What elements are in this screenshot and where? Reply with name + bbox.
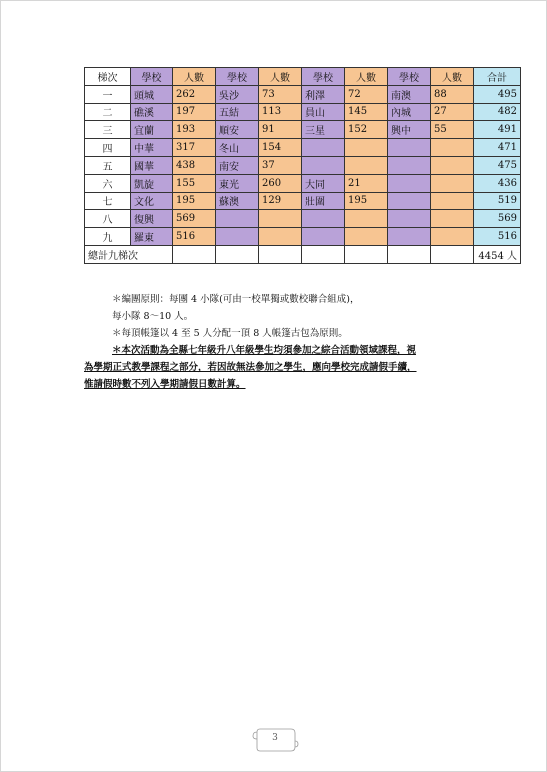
roster-table [84,67,521,264]
table-row [85,103,521,121]
count-cell: 73 [259,85,302,103]
school-cell: 利澤 [302,85,345,103]
page-number: 3 [272,733,278,743]
school-cell [388,192,431,210]
table-row [85,139,521,157]
total-cell: 495 [474,85,521,103]
school-cell: 南安 [216,156,259,174]
school-cell: 五結 [216,103,259,121]
school-cell: 宜蘭 [131,121,173,139]
school-cell: 礁溪 [131,103,173,121]
table-header-row [85,68,521,86]
tier-cell: 六 [85,174,131,192]
summary-total: 4454 人 [474,245,521,263]
tier-cell: 四 [85,139,131,157]
table-row [85,174,521,192]
tier-cell: 七 [85,192,131,210]
school-cell: 復興 [131,210,173,228]
school-cell [388,139,431,157]
school-cell: 羅東 [131,228,173,246]
summary-row [85,245,521,263]
count-cell: 197 [173,103,216,121]
count-cell [345,156,388,174]
tier-cell: 五 [85,156,131,174]
count-cell: 145 [345,103,388,121]
header-total: 合計 [474,68,521,86]
tier-cell: 一 [85,85,131,103]
school-cell: 興中 [388,121,431,139]
blank-cell [216,245,259,263]
count-cell [431,192,474,210]
count-cell: 72 [345,85,388,103]
school-cell [216,210,259,228]
count-cell: 55 [431,121,474,139]
count-cell: 152 [345,121,388,139]
blank-cell [345,245,388,263]
count-cell: 88 [431,85,474,103]
school-cell [302,228,345,246]
notes-section [84,291,524,393]
header-count: 人數 [345,68,388,86]
header-count: 人數 [173,68,216,86]
header-school: 學校 [131,68,173,86]
total-cell: 569 [474,210,521,228]
tier-cell: 三 [85,121,131,139]
school-cell: 員山 [302,103,345,121]
count-cell [259,210,302,228]
school-cell: 蘇澳 [216,192,259,210]
school-cell: 三星 [302,121,345,139]
count-cell [431,210,474,228]
count-cell: 129 [259,192,302,210]
count-cell [345,228,388,246]
school-cell: 南澳 [388,85,431,103]
note-leave-hours: 惟請假時數不列入學期請假日數計算。 [84,379,246,390]
table-row [85,210,521,228]
count-cell [431,174,474,192]
count-cell [431,156,474,174]
count-cell: 262 [173,85,216,103]
count-cell [431,139,474,157]
total-cell: 482 [474,103,521,121]
note-mandatory-course: ＊本次活動為全縣七年級升八年級學生均須參加之綜合活動領域課程，視 [112,345,417,356]
school-cell: 大同 [302,174,345,192]
school-cell: 文化 [131,192,173,210]
count-cell [259,228,302,246]
count-cell: 113 [259,103,302,121]
count-cell: 193 [173,121,216,139]
total-cell: 436 [474,174,521,192]
school-cell [388,174,431,192]
school-cell [302,156,345,174]
count-cell: 317 [173,139,216,157]
header-school: 學校 [216,68,259,86]
total-cell: 519 [474,192,521,210]
total-cell: 516 [474,228,521,246]
note-squad-size: 每小隊 8～10 人。 [112,311,194,322]
header-tier: 梯次 [85,68,131,86]
count-cell [345,210,388,228]
table-row [85,192,521,210]
count-cell [431,228,474,246]
count-cell: 569 [173,210,216,228]
blank-cell [259,245,302,263]
school-cell: 冬山 [216,139,259,157]
tier-cell: 二 [85,103,131,121]
table-row [85,156,521,174]
blank-cell [388,245,431,263]
count-cell: 91 [259,121,302,139]
school-cell: 國華 [131,156,173,174]
total-cell: 475 [474,156,521,174]
total-cell: 491 [474,121,521,139]
blank-cell [302,245,345,263]
school-cell [388,228,431,246]
school-cell: 順安 [216,121,259,139]
count-cell: 260 [259,174,302,192]
header-count: 人數 [431,68,474,86]
table-row [85,85,521,103]
school-cell [216,228,259,246]
page-footer [251,727,299,753]
count-cell: 195 [173,192,216,210]
blank-cell [431,245,474,263]
school-cell: 東光 [216,174,259,192]
school-cell [388,156,431,174]
count-cell [345,139,388,157]
tier-cell: 八 [85,210,131,228]
note-tent-allocation: ＊每頂帳篷以 4 至 5 人分配一頂 8 人帳篷古包為原則。 [112,328,348,339]
count-cell: 27 [431,103,474,121]
school-cell: 頭城 [131,85,173,103]
table-row [85,121,521,139]
summary-label: 總計九梯次 [85,245,173,263]
count-cell: 154 [259,139,302,157]
school-cell [388,210,431,228]
school-cell: 凱旋 [131,174,173,192]
header-school: 學校 [302,68,345,86]
count-cell: 516 [173,228,216,246]
count-cell: 155 [173,174,216,192]
school-cell [302,210,345,228]
school-cell: 中華 [131,139,173,157]
total-cell: 471 [474,139,521,157]
school-cell [302,139,345,157]
tier-cell: 九 [85,228,131,246]
note-leave-procedure: 為學期正式教學課程之部分，若因故無法參加之學生，應向學校完成請假手續， [84,362,417,373]
note-grouping-principle: ＊編團原則：每團 4 小隊(可由一校單獨或數校聯合組成)， [112,294,360,305]
school-cell: 內城 [388,103,431,121]
count-cell: 195 [345,192,388,210]
blank-cell [173,245,216,263]
header-school: 學校 [388,68,431,86]
count-cell: 37 [259,156,302,174]
count-cell: 21 [345,174,388,192]
school-cell: 吳沙 [216,85,259,103]
school-cell: 壯圍 [302,192,345,210]
table-row [85,228,521,246]
count-cell: 438 [173,156,216,174]
header-count: 人數 [259,68,302,86]
